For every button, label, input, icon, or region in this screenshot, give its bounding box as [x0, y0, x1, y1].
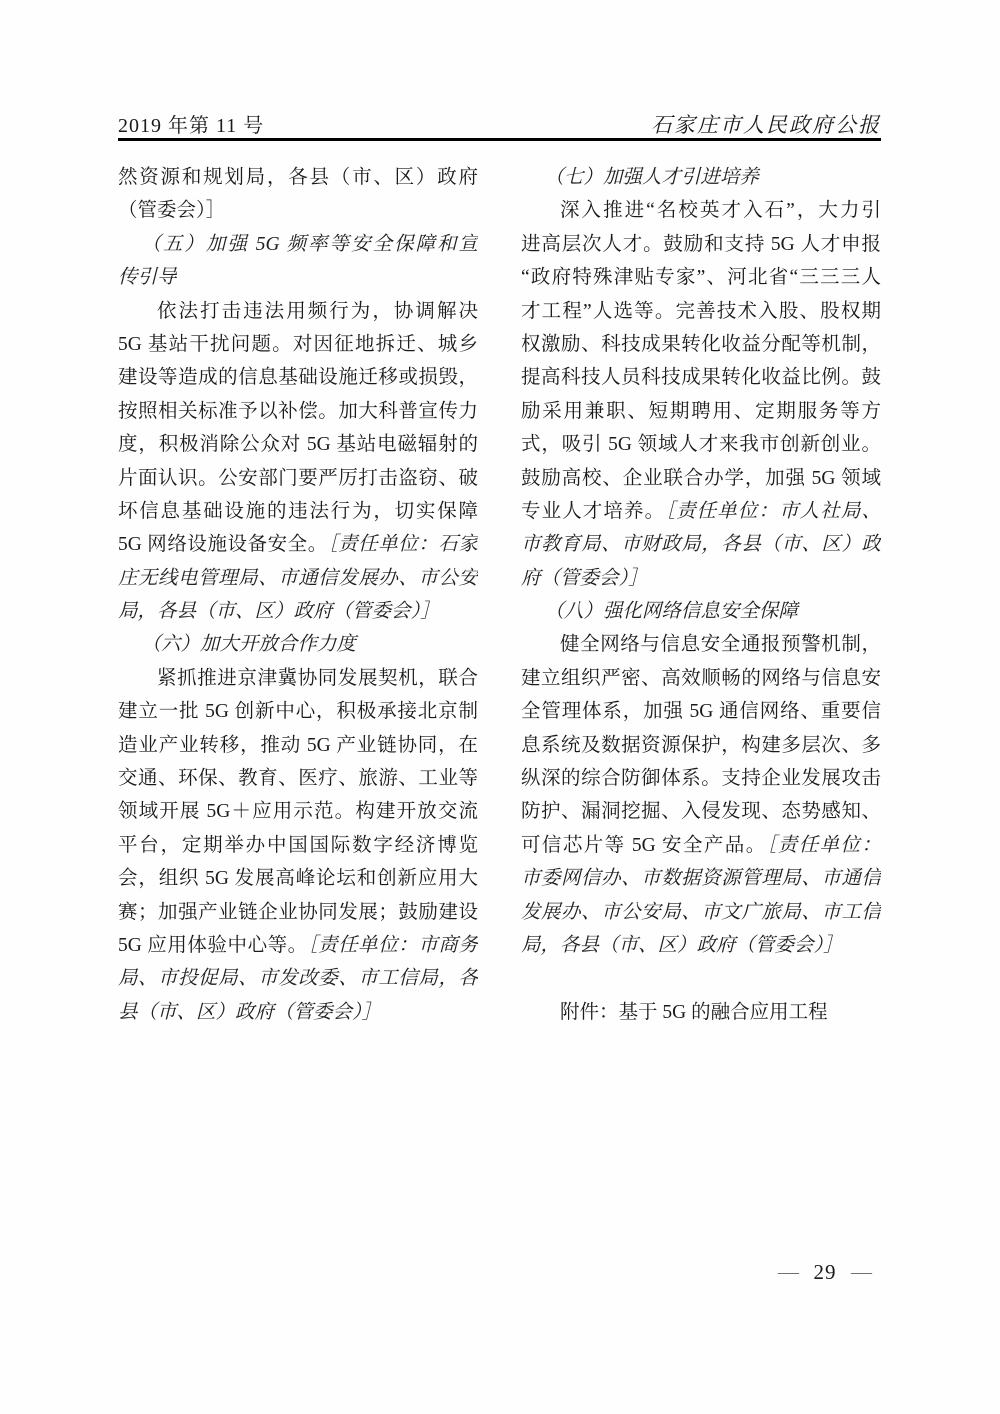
text-line — [521, 528, 881, 561]
kai-text-segment: （七）加强人才引进培养 — [544, 167, 759, 188]
body-text-segment: 才工程”人选等。完善技术入股、股权期 — [521, 300, 881, 322]
text-line — [118, 261, 478, 294]
text-line — [118, 829, 478, 862]
text-line — [521, 562, 881, 595]
body-text-segment: 度，积极消除公众对 5G 基站电磁辐射的 — [118, 434, 478, 456]
text-line — [521, 361, 881, 394]
text-line — [521, 729, 881, 762]
text-line — [521, 161, 881, 194]
text-line — [118, 729, 478, 762]
text-line — [521, 662, 881, 695]
page-header — [118, 109, 881, 139]
body-text-segment: 息系统及数据资源保护，构建多层次、多 — [521, 734, 881, 756]
body-text-segment: 鼓励高校、企业联合办学，加强 5G 领域 — [521, 467, 881, 489]
text-line — [118, 395, 478, 428]
text-line — [118, 862, 478, 895]
kai-text-segment: 局，各县（市、区）政府（管委会）］ — [118, 601, 440, 623]
body-text-segment: 励采用兼职、短期聘用、定期服务等方 — [521, 400, 881, 422]
text-line — [118, 462, 478, 495]
text-line — [521, 295, 881, 328]
text-line — [118, 962, 478, 995]
kai-text-segment: 传引导 — [118, 267, 177, 289]
text-line — [118, 896, 478, 929]
page-number: 29 — [813, 1260, 837, 1284]
body-text-segment: 造业产业转移，推动 5G 产业链协同，在 — [118, 734, 478, 756]
header-publication-title: 石家庄市人民政府公报 — [651, 113, 881, 137]
text-line — [118, 595, 478, 628]
kai-text-segment: ［责任单位：市商务 — [307, 934, 478, 956]
body-text-segment: “政府特殊津贴专家”、河北省“三三三人 — [521, 267, 881, 289]
body-text-segment: 5G 基站干扰问题。对因征地拆迁、城乡 — [118, 333, 478, 355]
text-line — [118, 194, 478, 227]
body-text-segment: 提高科技人员科技成果转化收益比例。鼓 — [521, 367, 881, 389]
body-text-segment: 建立组织严密、高效顺畅的网络与信息安 — [521, 667, 881, 689]
text-line — [521, 829, 881, 862]
body-text-segment: 深入推进“名校英才入石”，大力引 — [560, 200, 881, 222]
body-text-segment: 会，组织 5G 发展高峰论坛和创新应用大 — [118, 868, 478, 890]
text-line — [118, 228, 478, 261]
body-text-segment: 健全网络与信息安全通报预警机制， — [560, 634, 881, 656]
text-line — [521, 595, 881, 628]
body-text-segment: 坏信息基础设施的违法行为，切实保障 — [118, 500, 478, 522]
text-line — [118, 295, 478, 328]
text-line — [118, 528, 478, 561]
body-text-segment: 防护、漏洞挖掘、入侵发现、态势感知、 — [521, 801, 881, 823]
body-text-segment: 5G 网络设施设备安全。 — [118, 534, 328, 556]
text-line — [521, 996, 881, 1029]
column-right — [521, 161, 881, 1029]
body-text-segment: 式，吸引 5G 领域人才来我市创新创业。 — [521, 434, 881, 456]
footer-dash-right: — — [851, 1262, 872, 1282]
text-line — [118, 361, 478, 394]
body-text-segment: 领域开展 5G＋应用示范。构建开放交流 — [118, 801, 478, 823]
text-line — [521, 261, 881, 294]
kai-text-segment: 局、市投促局、市发改委、市工信局，各 — [118, 968, 478, 990]
text-line — [521, 328, 881, 361]
kai-text-segment: ［责任单位：石家 — [327, 534, 478, 556]
body-text-segment: 赛；加强产业链企业协同发展；鼓励建设 — [118, 901, 478, 923]
text-line — [118, 628, 478, 661]
kai-text-segment: （五）加强 5G 频率等安全保障和宣 — [141, 233, 478, 255]
body-text-segment: 平台，定期举办中国国际数字经济博览 — [118, 834, 478, 856]
body-text-segment: 建立一批 5G 创新中心，积极承接北京制 — [118, 701, 478, 723]
body-text-segment: 进高层次人才。鼓励和支持 5G 人才申报 — [521, 233, 881, 255]
body-text-segment: 片面认识。公安部门要严厉打击盗窃、破 — [118, 467, 478, 489]
body-text-segment: 专业人才培养。 — [521, 500, 666, 522]
kai-text-segment: （六）加大开放合作力度 — [141, 634, 356, 656]
column-left — [118, 161, 478, 1029]
text-line — [521, 929, 881, 962]
text-line — [521, 862, 881, 895]
text-line — [521, 495, 881, 528]
body-text-segment: 交通、环保、教育、医疗、旅游、工业等 — [118, 768, 478, 790]
text-line — [521, 795, 881, 828]
text-line — [521, 194, 881, 227]
body-text-segment: 建设等造成的信息基础设施迁移或损毁， — [118, 367, 478, 389]
body-text-segment: 附件：基于 5G 的融合应用工程 — [560, 1001, 828, 1023]
body-text-segment: 按照相关标准予以补偿。加大科普宣传力 — [118, 400, 478, 422]
body-text-segment: 依法打击违法用频行为，协调解决 — [157, 300, 478, 322]
text-line — [118, 762, 478, 795]
text-line — [118, 695, 478, 728]
content-columns — [118, 161, 881, 1029]
text-line — [521, 695, 881, 728]
text-line — [521, 228, 881, 261]
text-line — [118, 795, 478, 828]
text-line — [521, 462, 881, 495]
kai-text-segment: 县（市、区）政府（管委会）］ — [118, 1001, 382, 1023]
text-line — [118, 428, 478, 461]
text-line — [118, 328, 478, 361]
body-text-segment: 权激励、科技成果转化收益分配等机制， — [521, 333, 881, 355]
kai-text-segment: 局，各县（市、区）政府（管委会）］ — [521, 934, 843, 956]
body-text-segment: 全管理体系，加强 5G 通信网络、重要信 — [521, 701, 881, 723]
kai-text-segment: 庄无线电管理局、市通信发展办、市公安 — [118, 567, 478, 589]
header-rule — [118, 138, 881, 141]
text-line — [118, 929, 478, 962]
page-footer — [778, 1260, 872, 1285]
text-line — [521, 428, 881, 461]
footer-dash-left: — — [778, 1262, 799, 1282]
body-text-segment: 可信芯片等 5G 安全产品。 — [521, 834, 767, 856]
text-line — [521, 395, 881, 428]
body-text-segment: （管委会）］ — [118, 200, 226, 222]
text-line — [118, 662, 478, 695]
text-line — [521, 896, 881, 929]
body-text-segment: 纵深的综合防御体系。支持企业发展攻击 — [521, 768, 881, 790]
body-text-segment: 5G 应用体验中心等。 — [118, 934, 308, 956]
text-line — [118, 495, 478, 528]
kai-text-segment: （八）强化网络信息安全保障 — [544, 601, 798, 623]
text-line — [521, 628, 881, 661]
kai-text-segment: 市委网信办、市数据资源管理局、市通信 — [521, 868, 881, 890]
header-issue-number: 2019 年第 11 号 — [118, 115, 265, 137]
body-text-segment: 紧抓推进京津冀协同发展契机，联合 — [157, 667, 478, 689]
text-line — [118, 996, 478, 1029]
text-line — [521, 762, 881, 795]
kai-text-segment: 市教育局、市财政局，各县（市、区）政 — [521, 534, 881, 556]
text-line — [118, 161, 478, 194]
kai-text-segment: 府（管委会）］ — [521, 567, 648, 589]
kai-text-segment: ［责任单位：市人社局、 — [665, 500, 881, 522]
kai-text-segment: ［责任单位： — [766, 834, 881, 856]
kai-text-segment: 发展办、市公安局、市文广旅局、市工信 — [521, 901, 881, 923]
body-text-segment: 然资源和规划局，各县（市、区）政府 — [118, 167, 478, 188]
text-line — [118, 562, 478, 595]
